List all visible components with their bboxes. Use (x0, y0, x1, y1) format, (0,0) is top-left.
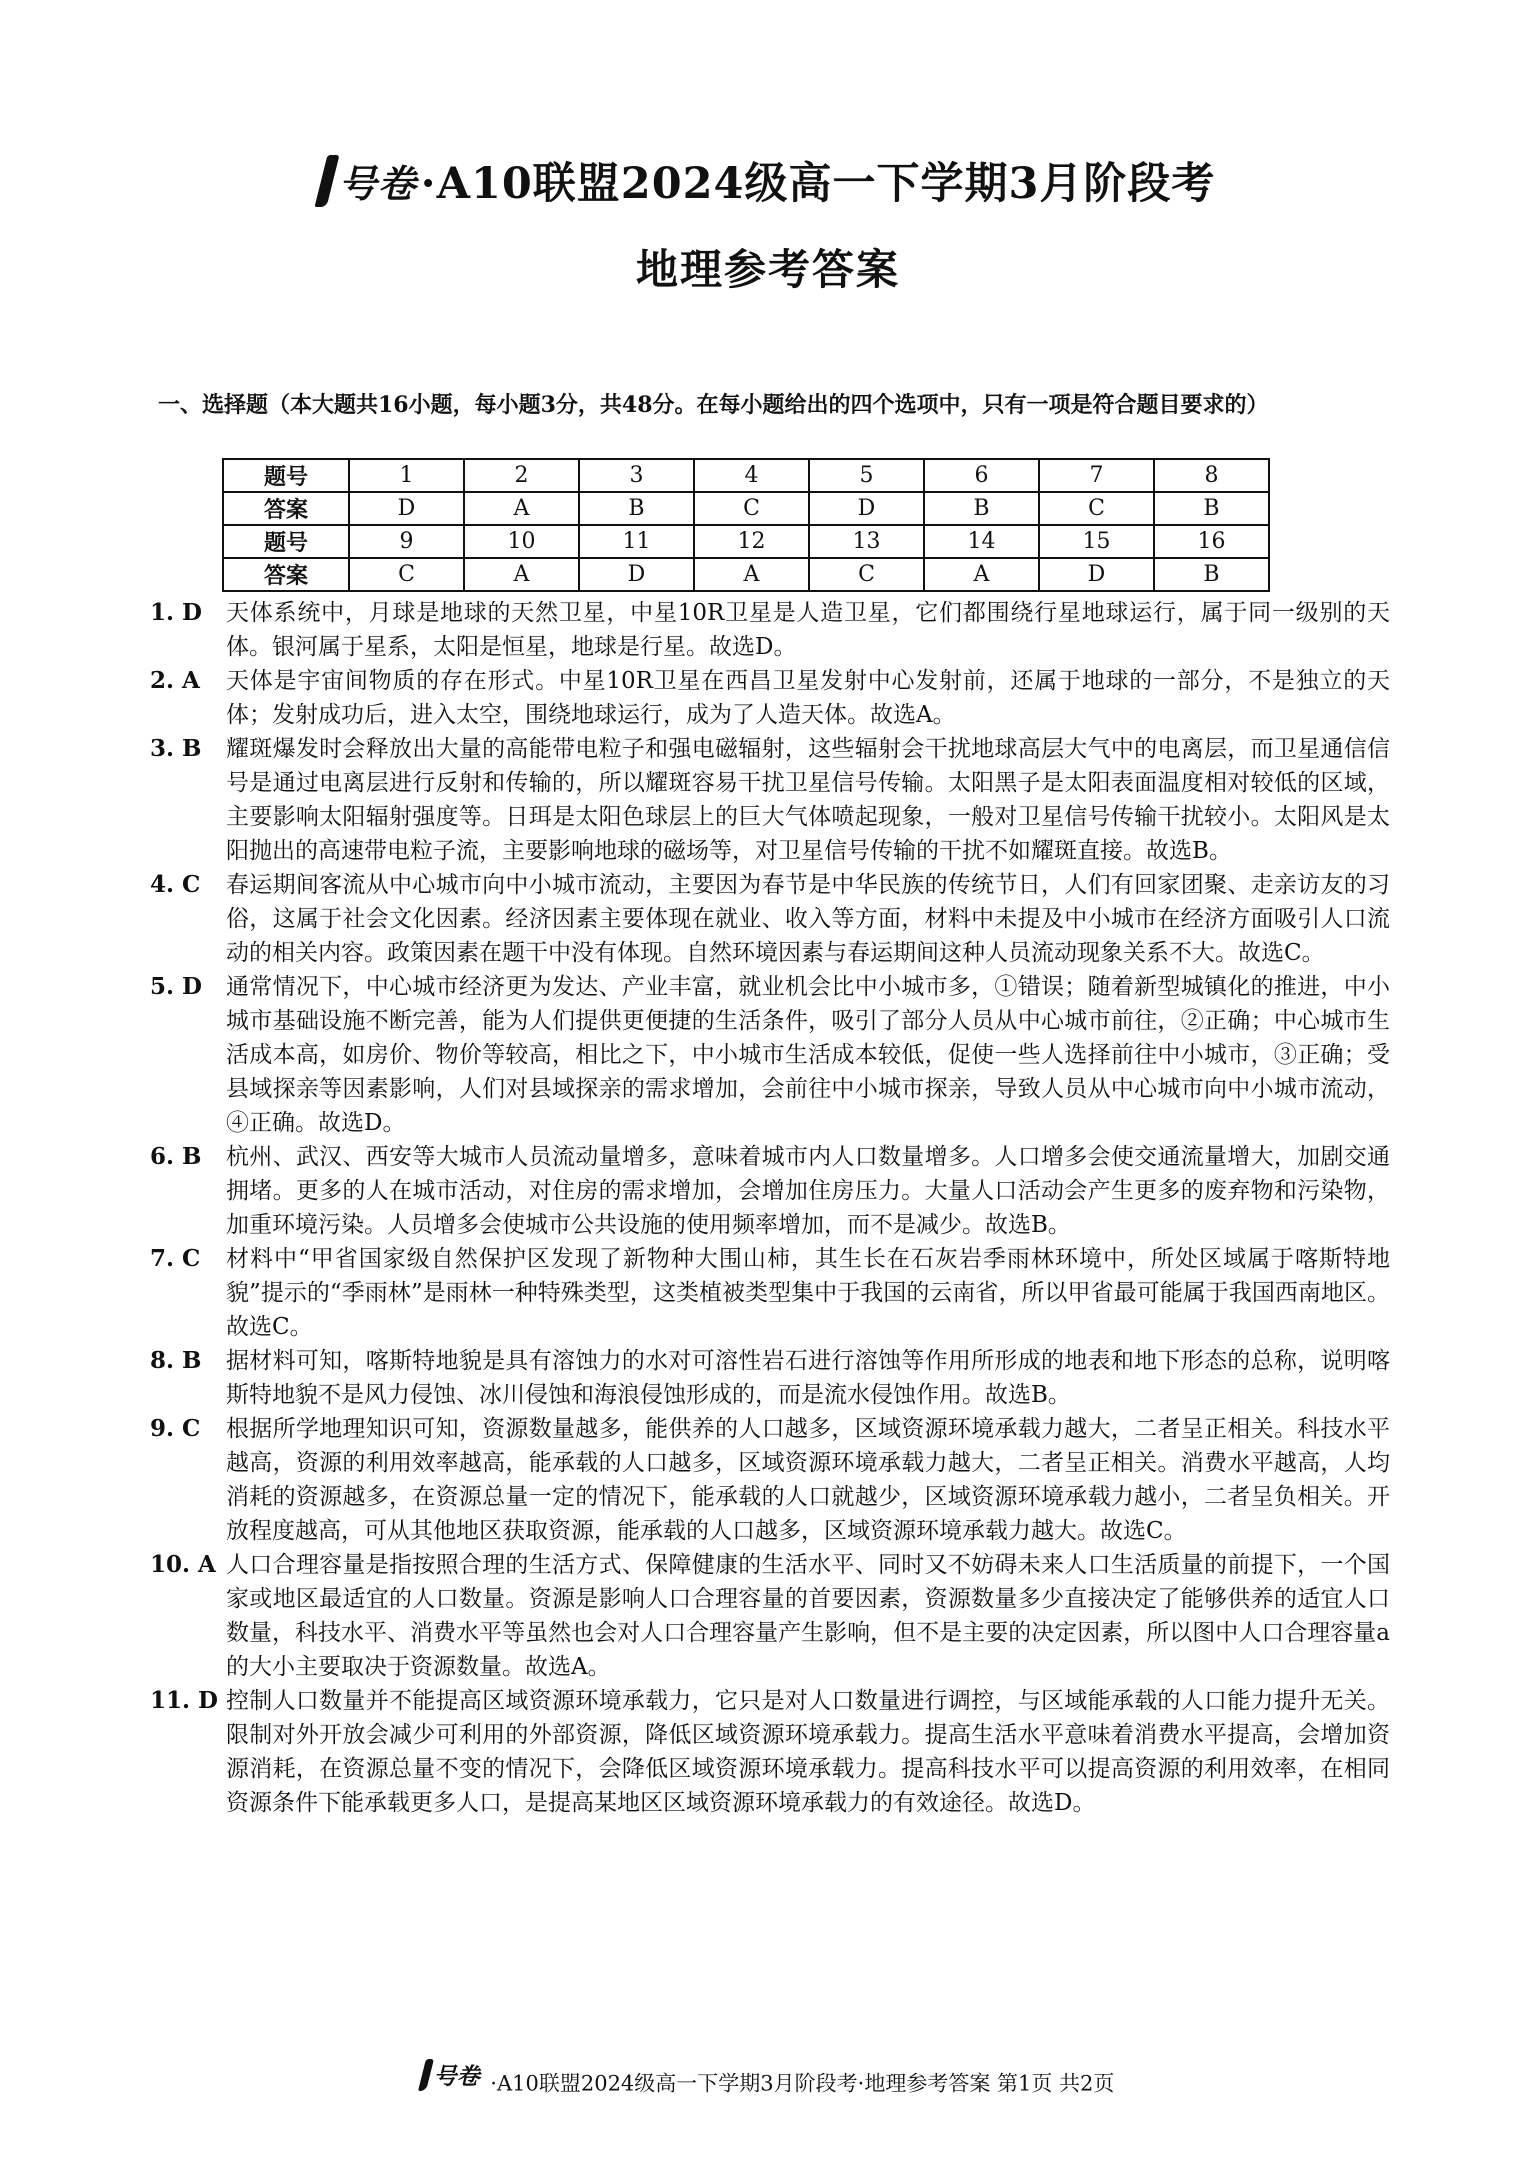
table-cell: 13 (809, 525, 924, 558)
table-cell: B (1154, 492, 1269, 525)
page-header (0, 150, 1536, 297)
table-cell: B (924, 492, 1039, 525)
table-cell: A (464, 558, 579, 591)
answer-explanations (150, 596, 1390, 1820)
table-cell: C (694, 492, 809, 525)
table-cell: 2 (464, 459, 579, 492)
table-cell: 9 (349, 525, 464, 558)
answer-number: 5. D (150, 973, 202, 1000)
answer-number: 2. A (150, 667, 200, 694)
table-cell: 16 (1154, 525, 1269, 558)
table-cell: 12 (694, 525, 809, 558)
answer-number: 4. C (150, 871, 201, 898)
table-cell: 8 (1154, 459, 1269, 492)
answer-number: 9. C (150, 1415, 201, 1442)
answer-number: 11. D (150, 1687, 218, 1714)
answer-table (222, 458, 1270, 592)
table-row-header: 题号 (223, 459, 349, 492)
table-cell: 3 (579, 459, 694, 492)
table-row-header: 题号 (223, 525, 349, 558)
answer-text: 天体是宇宙间物质的存在形式。中星10R卫星在西昌卫星发射中心发射前，还属于地球的一部分，不是独立的天体；发射成功后，进入太空，围绕地球运行，成为了人造天体。故选A。 (226, 668, 1390, 728)
table-row-header: 答案 (223, 492, 349, 525)
answer-number: 6. B (150, 1143, 202, 1170)
answer-item (150, 1548, 1390, 1684)
page-title (321, 150, 1216, 211)
answer-number: 1. D (150, 599, 202, 626)
table-row (223, 558, 1269, 591)
answer-text: 材料中“甲省国家级自然保护区发现了新物种大围山柿，其生长在石灰岩季雨林环境中，所处区域属于喀斯特地貌”提示的“季雨林”是雨林一种特殊类型，这类植被类型集中于我国的云南省，所以甲省最可能属于我国西南地区。故选C。 (226, 1246, 1390, 1340)
footer-text: ·A10联盟2024级高一下学期3月阶段考·地理参考答案 第1页 共2页 (490, 2071, 1115, 2096)
answer-item (150, 1242, 1390, 1344)
table-cell: 10 (464, 525, 579, 558)
answer-number: 10. A (150, 1551, 216, 1578)
answer-text: 春运期间客流从中心城市向中小城市流动，主要因为春节是中华民族的传统节日，人们有回家团聚、走亲访友的习俗，这属于社会文化因素。经济因素主要体现在就业、收入等方面，材料中未提及中小城市在经济方面吸引人口流动的相关内容。政策因素在题干中没有体现。自然环境因素与春运期间这种人员流动现象关系不大。故选C。 (226, 872, 1390, 966)
answer-item (150, 868, 1390, 970)
answer-text: 据材料可知，喀斯特地貌是具有溶蚀力的水对可溶性岩石进行溶蚀等作用所形成的地表和地下形态的总称，说明喀斯特地貌不是风力侵蚀、冰川侵蚀和海浪侵蚀形成的，而是流水侵蚀作用。故选B。 (226, 1348, 1390, 1408)
logo-mark-icon (314, 155, 339, 207)
answer-text: 控制人口数量并不能提高区域资源环境承载力，它只是对人口数量进行调控，与区域能承载的人口能力提升无关。限制对外开放会减少可利用的外部资源，降低区域资源环境承载力。提高生活水平意味着消费水平提高，会增加资源消耗，在资源总量不变的情况下，会降低区域资源环境承载力。提高科技水平可以提高资源的利用效率，在相同资源条件下能承载更多人口，是提高某地区区域资源环境承载力的有效途径。故选D。 (226, 1688, 1390, 1816)
section-title: 一、选择题（本大题共16小题，每小题3分，共48分。在每小题给出的四个选项中，只有一项是符合题目要求的） (158, 392, 1269, 418)
table-cell: 7 (1039, 459, 1154, 492)
answer-text: 杭州、武汉、西安等大城市人员流动量增多，意味着城市内人口数量增多。人口增多会使交通流量增大，加剧交通拥堵。更多的人在城市活动，对住房的需求增加，会增加住房压力。大量人口活动会产生更多的废弃物和污染物，加重环境污染。人员增多会使城市公共设施的使用频率增加，而不是减少。故选B。 (226, 1144, 1390, 1238)
answer-item (150, 732, 1390, 868)
footer-logo (422, 2058, 480, 2091)
answer-item (150, 1684, 1390, 1820)
table-cell: 11 (579, 525, 694, 558)
answer-number: 7. C (150, 1245, 201, 1272)
table-cell: D (349, 492, 464, 525)
table-cell: D (1039, 558, 1154, 591)
table-cell: C (349, 558, 464, 591)
answer-item (150, 1412, 1390, 1548)
answer-text: 人口合理容量是指按照合理的生活方式、保障健康的生活水平、同时又不妨碍未来人口生活质量的前提下，一个国家或地区最适宜的人口数量。资源是影响人口合理容量的首要因素，资源数量多少直接决定了能够供养的适宜人口数量，科技水平、消费水平等虽然也会对人口合理容量产生影响，但不是主要的决定因素，所以图中人口合理容量a的大小主要取决于资源数量。故选A。 (226, 1552, 1390, 1680)
answer-item (150, 596, 1390, 664)
answer-number: 3. B (150, 735, 202, 762)
table-cell: 5 (809, 459, 924, 492)
table-cell: C (1039, 492, 1154, 525)
answer-item (150, 1140, 1390, 1242)
table-row-header: 答案 (223, 558, 349, 591)
table-cell: 14 (924, 525, 1039, 558)
table-cell: 4 (694, 459, 809, 492)
answer-text: 天体系统中，月球是地球的天然卫星，中星10R卫星是人造卫星，它们都围绕行星地球运行，属于同一级别的天体。银河属于星系，太阳是恒星，地球是行星。故选D。 (226, 600, 1390, 660)
table-cell: D (809, 492, 924, 525)
logo-text: 号卷 (338, 161, 417, 206)
answer-item (150, 1344, 1390, 1412)
table-row (223, 525, 1269, 558)
title-text: ·A10联盟2024级高一下学期3月阶段考 (420, 159, 1216, 209)
brand-logo (321, 153, 417, 208)
footer-logo-text: 号卷 (433, 2063, 480, 2090)
table-cell: A (924, 558, 1039, 591)
table-cell: 15 (1039, 525, 1154, 558)
answer-text: 耀斑爆发时会释放出大量的高能带电粒子和强电磁辐射，这些辐射会干扰地球高层大气中的电离层，而卫星通信信号是通过电离层进行反射和传输的，所以耀斑容易干扰卫星信号传输。太阳黑子是太阳表面温度相对较低的区域，主要影响太阳辐射强度等。日珥是太阳色球层上的巨大气体喷起现象，一般对卫星信号传输干扰较小。太阳风是太阳抛出的高速带电粒子流，主要影响地球的磁场等，对卫星信号传输的干扰不如耀斑直接。故选B。 (226, 736, 1390, 864)
table-cell: D (579, 558, 694, 591)
page-subtitle: 地理参考答案 (635, 245, 900, 294)
table-row (223, 459, 1269, 492)
table-cell: C (809, 558, 924, 591)
table-cell: A (694, 558, 809, 591)
answer-item (150, 970, 1390, 1140)
table-cell: B (579, 492, 694, 525)
answer-text: 根据所学地理知识可知，资源数量越多，能供养的人口越多，区域资源环境承载力越大，二者呈正相关。科技水平越高，资源的利用效率越高，能承载的人口越多，区域资源环境承载力越大，二者呈正相关。消费水平越高，人均消耗的资源越多，在资源总量一定的情况下，能承载的人口就越少，区域资源环境承载力越小，二者呈负相关。开放程度越高，可从其他地区获取资源，能承载的人口越多，区域资源环境承载力越大。故选C。 (226, 1416, 1390, 1544)
table-row (223, 492, 1269, 525)
answer-number: 8. B (150, 1347, 202, 1374)
answer-text: 通常情况下，中心城市经济更为发达、产业丰富，就业机会比中小城市多，①错误；随着新型城镇化的推进，中小城市基础设施不断完善，能为人们提供更便捷的生活条件，吸引了部分人员从中心城市前往，②正确；中心城市生活成本高，如房价、物价等较高，相比之下，中小城市生活成本较低，促使一些人选择前往中小城市，③正确；受县域探亲等因素影响，人们对县域探亲的需求增加，会前往中小城市探亲，导致人员从中心城市向中小城市流动，④正确。故选D。 (226, 974, 1390, 1136)
answer-item (150, 664, 1390, 732)
table-cell: 6 (924, 459, 1039, 492)
table-cell: A (464, 492, 579, 525)
page-footer (0, 2058, 1536, 2098)
table-cell: B (1154, 558, 1269, 591)
table-cell: 1 (349, 459, 464, 492)
logo-mark-icon (418, 2059, 434, 2091)
